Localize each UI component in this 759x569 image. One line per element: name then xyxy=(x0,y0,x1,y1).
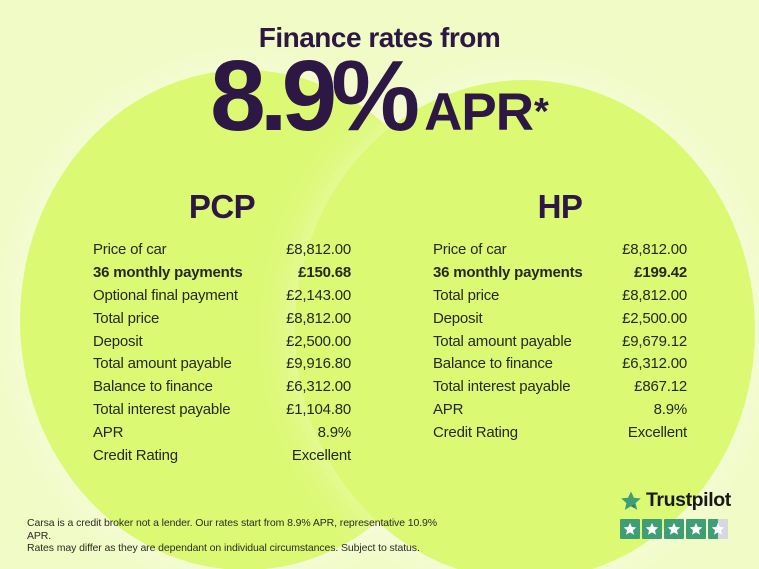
row-label: Total interest payable xyxy=(93,401,231,419)
headline-rate xyxy=(0,40,759,152)
table-row xyxy=(93,398,351,421)
row-value: £1,104.80 xyxy=(286,401,351,419)
trustpilot-brand-row xyxy=(620,489,732,512)
trustpilot-star-box xyxy=(686,519,706,539)
trustpilot-widget xyxy=(620,489,732,539)
row-value: Excellent xyxy=(627,424,687,442)
row-label: Total price xyxy=(433,286,500,304)
row-value: £150.68 xyxy=(298,263,351,281)
trustpilot-stars xyxy=(620,519,732,539)
table-row xyxy=(93,238,351,261)
table-row xyxy=(433,261,687,284)
trustpilot-star-box xyxy=(708,519,728,539)
disclaimer-line-1: Carsa is a credit broker not a lender. Our rates start from 8.9% APR, representative 10.9% APR. xyxy=(27,517,438,542)
table-row xyxy=(433,421,687,444)
row-label: Optional final payment xyxy=(93,286,238,304)
table-row xyxy=(93,375,351,398)
row-label: Total interest payable xyxy=(433,378,571,396)
hp-table xyxy=(433,188,687,444)
row-label: Credit Rating xyxy=(93,446,178,464)
white-star-icon xyxy=(667,522,681,536)
row-value: £8,812.00 xyxy=(286,309,351,327)
table-row xyxy=(433,398,687,421)
disclaimer-line-2: Rates may differ as they are dependant on individual circumstances. Subject to status. xyxy=(27,542,420,554)
row-label: 36 monthly payments xyxy=(433,263,583,281)
pcp-table-title: PCP xyxy=(188,188,256,225)
row-value: £6,312.00 xyxy=(286,378,351,396)
row-value: £8,812.00 xyxy=(622,286,687,304)
row-value: £8,812.00 xyxy=(622,240,687,258)
row-label: Balance to finance xyxy=(433,355,553,373)
row-value: 8.9% xyxy=(653,401,687,419)
row-value: £9,916.80 xyxy=(286,355,351,373)
rate-suffix: APR xyxy=(424,83,534,142)
table-row xyxy=(93,261,351,284)
row-value: £8,812.00 xyxy=(286,240,351,258)
row-value: £867.12 xyxy=(634,378,687,396)
row-label: Deposit xyxy=(93,332,143,350)
table-row xyxy=(433,307,687,330)
table-row xyxy=(93,284,351,307)
row-label: 36 monthly payments xyxy=(93,263,243,281)
white-star-icon xyxy=(623,522,637,536)
row-value: 8.9% xyxy=(317,424,351,442)
row-label: Total price xyxy=(93,309,160,327)
table-row xyxy=(433,238,687,261)
row-value: £6,312.00 xyxy=(622,355,687,373)
row-label: APR xyxy=(433,401,464,419)
pcp-table-rows xyxy=(93,238,351,467)
table-row xyxy=(433,375,687,398)
white-star-icon xyxy=(645,522,659,536)
row-label: Price of car xyxy=(93,240,167,258)
row-value: Excellent xyxy=(291,446,351,464)
row-label: Credit Rating xyxy=(433,424,518,442)
table-row xyxy=(93,421,351,444)
trustpilot-star-box xyxy=(664,519,684,539)
trustpilot-brand-name: Trustpilot xyxy=(646,489,731,511)
row-label: Price of car xyxy=(433,240,507,258)
table-row xyxy=(93,307,351,330)
white-star-icon xyxy=(711,522,725,536)
table-row xyxy=(93,330,351,353)
trustpilot-star-icon xyxy=(620,490,642,512)
white-star-icon xyxy=(689,522,703,536)
legal-disclaimer xyxy=(27,517,447,555)
table-row xyxy=(433,352,687,375)
table-row xyxy=(433,330,687,353)
rate-asterisk: * xyxy=(534,91,549,133)
row-label: Deposit xyxy=(433,309,483,327)
row-label: Total amount payable xyxy=(433,332,572,350)
trustpilot-star-box xyxy=(620,519,640,539)
row-value: £9,679.12 xyxy=(622,332,687,350)
table-row xyxy=(93,444,351,467)
row-label: Total amount payable xyxy=(93,355,232,373)
row-value: £2,500.00 xyxy=(286,332,351,350)
hp-table-title: HP xyxy=(537,188,583,225)
rate-value: 8.9% xyxy=(210,40,415,152)
table-row xyxy=(433,284,687,307)
row-label: APR xyxy=(93,424,124,442)
row-value: £199.42 xyxy=(634,263,687,281)
banner-kicker: Finance rates from xyxy=(258,22,501,53)
hp-table-rows xyxy=(433,238,687,444)
trustpilot-star-box xyxy=(642,519,662,539)
pcp-table xyxy=(93,188,351,467)
row-value: £2,500.00 xyxy=(622,309,687,327)
row-label: Balance to finance xyxy=(93,378,213,396)
row-value: £2,143.00 xyxy=(286,286,351,304)
table-row xyxy=(93,352,351,375)
